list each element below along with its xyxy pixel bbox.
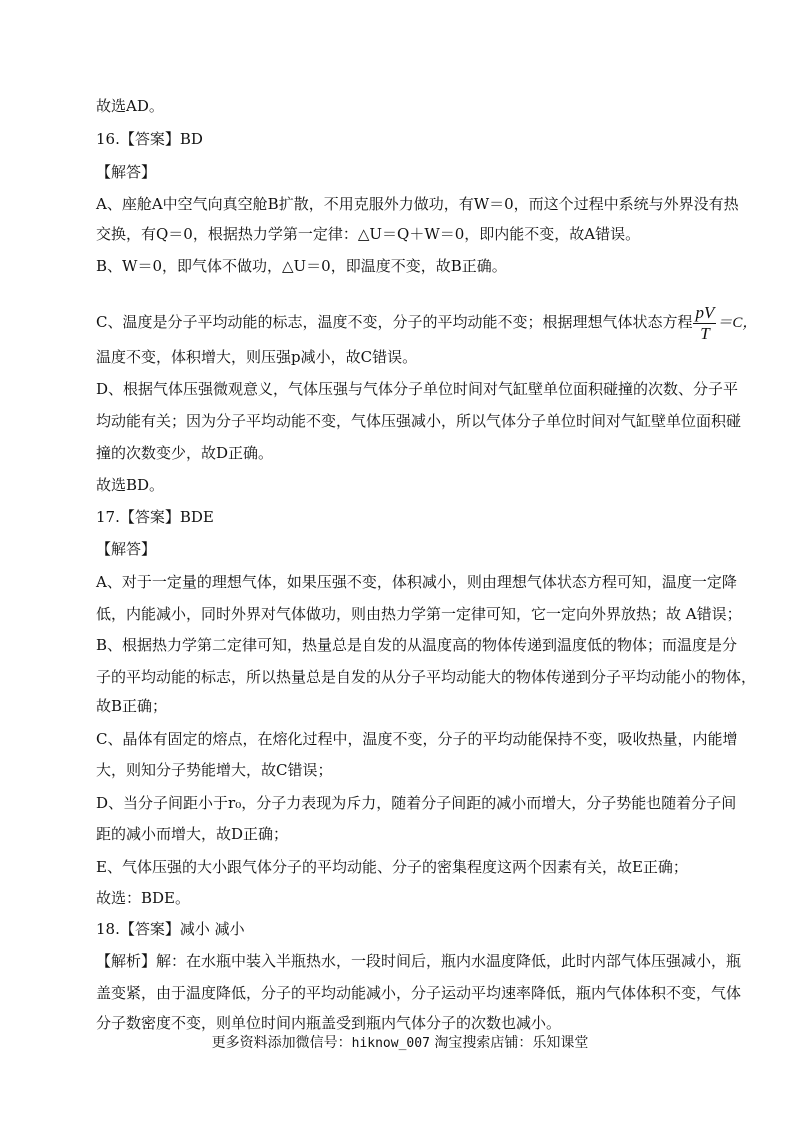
text-line-with-fraction bbox=[96, 300, 757, 345]
page-footer bbox=[0, 1032, 800, 1052]
text-line: 撞的次数变少，故D正确。 bbox=[96, 444, 274, 462]
text-line: 故选BD。 bbox=[96, 476, 165, 494]
text-line: A、对于一定量的理想气体，如果压强不变，体积减小，则由理想气体状态方程可知，温度一定降 bbox=[96, 573, 737, 591]
ideal-gas-fraction bbox=[693, 303, 716, 344]
text-line: B、根据热力学第二定律可知，热量总是自发的从温度高的物体传递到温度低的物体；而温度是分 bbox=[96, 636, 738, 654]
answer-heading-17: 17.【答案】BDE bbox=[96, 508, 214, 526]
footer-prefix: 更多资料添加微信号： bbox=[211, 1035, 352, 1051]
solution-label: 【解答】 bbox=[96, 163, 157, 181]
text-line: 故B正确； bbox=[96, 697, 168, 715]
text-line: 均动能有关；因为分子平均动能不变，气体压强减小，所以气体分子单位时间对气缸壁单位面积碰 bbox=[96, 412, 742, 430]
footer-wechat-id: hiknow_007 bbox=[351, 1036, 430, 1051]
answer-heading-18: 18.【答案】减小 减小 bbox=[96, 920, 245, 938]
text-line: 分子数密度不变，则单位时间内瓶盖受到瓶内气体分子的次数也减小。 bbox=[96, 1014, 562, 1032]
text-line: 交换，有Q＝0，根据热力学第一定律：△U＝Q＋W＝0，即内能不变，故A错误。 bbox=[96, 225, 641, 243]
text-line: 【解析】解：在水瓶中装入半瓶热水，一段时间后，瓶内水温度降低，此时内部气体压强减小，瓶 bbox=[96, 952, 742, 970]
solution-label: 【解答】 bbox=[96, 540, 157, 558]
text-line: 温度不变，体积增大，则压强p减小，故C错误。 bbox=[96, 348, 418, 366]
text-line: D、根据气体压强微观意义，气体压强与气体分子单位时间对气缸壁单位面积碰撞的次数、分子平 bbox=[96, 380, 739, 398]
fraction-denominator: T bbox=[700, 323, 710, 343]
text-line: D、当分子间距小于r₀，分子力表现为斥力，随着分子间距的减小而增大，分子势能也随着分子间 bbox=[96, 794, 737, 812]
text-line: C、晶体有固定的熔点，在熔化过程中，温度不变，分子的平均动能保持不变，吸收热量，内能增 bbox=[96, 730, 738, 748]
text-line: 故选：BDE。 bbox=[96, 889, 190, 907]
fraction-numerator: pV bbox=[695, 302, 715, 322]
text-segment: ＝C， bbox=[717, 315, 758, 331]
text-line: 故选AD。 bbox=[96, 97, 164, 115]
text-line: 大，则知分子势能增大，故C错误； bbox=[96, 761, 333, 779]
text-segment: C、温度是分子平均动能的标志，温度不变，分子的平均动能不变；根据理想气体状态方程 bbox=[96, 313, 693, 331]
text-line: B、W＝0，即气体不做功，△U＝0，即温度不变，故B正确。 bbox=[96, 257, 507, 275]
text-line: 子的平均动能的标志，所以热量总是自发的从分子平均动能大的物体传递到分子平均动能小的物体， bbox=[96, 668, 757, 686]
text-line: A、座舱A中空气向真空舱B扩散，不用克服外力做功，有W＝0，而这个过程中系统与外界没有热 bbox=[96, 195, 739, 213]
footer-shop-text: 淘宝搜索店铺：乐知课堂 bbox=[429, 1035, 589, 1051]
text-line: 距的减小而增大，故D正确； bbox=[96, 825, 289, 843]
text-line: 低，内能减小，同时外界对气体做功，则由热力学第一定律可知，它一定向外界放热；故 A错误； bbox=[96, 605, 742, 623]
answer-heading-16: 16.【答案】BD bbox=[96, 130, 203, 148]
text-line: E、气体压强的大小跟气体分子的平均动能、分子的密集程度这两个因素有关，故E正确； bbox=[96, 858, 688, 876]
text-line: 盖变紧，由于温度降低，分子的平均动能减小，分子运动平均速率降低，瓶内气体体积不变，气体 bbox=[96, 984, 742, 1002]
